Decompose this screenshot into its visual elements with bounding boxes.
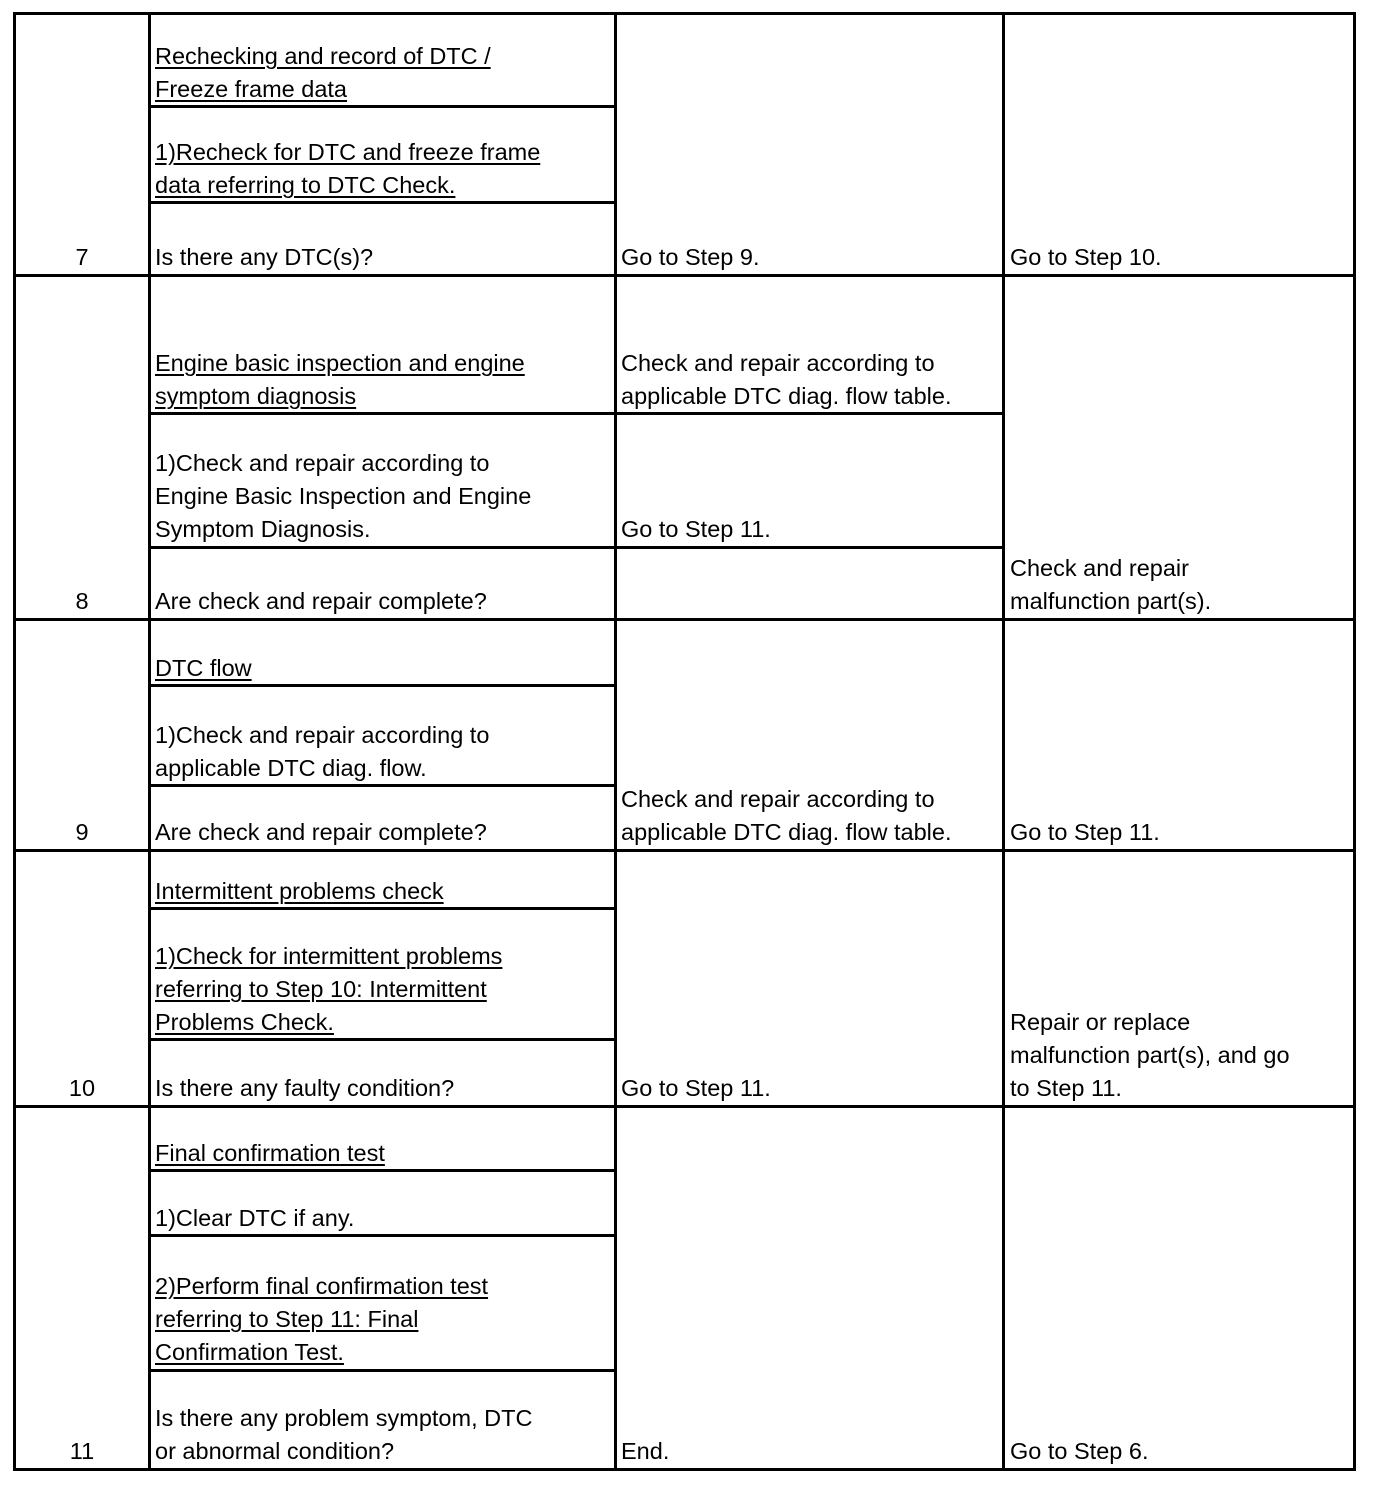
row-separator	[13, 849, 1356, 852]
yes-action: Go to Step 9.	[621, 244, 760, 270]
table-border-top	[13, 12, 1356, 15]
step-title: Freeze frame data	[155, 76, 348, 102]
yes-title-action: Check and repair according to	[621, 350, 935, 376]
yes-action: applicable DTC diag. flow table.	[621, 819, 952, 845]
instruction-text: 1)Recheck for DTC and freeze frame	[155, 139, 541, 165]
row-separator	[13, 1105, 1356, 1108]
question-text: Are check and repair complete?	[155, 588, 487, 614]
no-action: Go to Step 6.	[1010, 1438, 1149, 1464]
row-separator	[13, 618, 1356, 621]
no-action: Check and repair	[1010, 555, 1189, 581]
cell-separator	[148, 546, 1005, 549]
question-text: Is there any problem symptom, DTC	[155, 1405, 533, 1431]
no-action: to Step 11.	[1010, 1075, 1122, 1101]
instruction-text: 2)Perform final confirmation test	[155, 1273, 489, 1299]
no-action: Go to Step 10.	[1010, 244, 1162, 270]
step-number: 11	[69, 1438, 95, 1464]
cell-separator	[148, 1369, 617, 1372]
row-separator	[13, 274, 1356, 277]
yes-action: End.	[621, 1438, 670, 1464]
instruction-text: referring to Step 11: Final	[155, 1306, 419, 1332]
yes-action: Go to Step 11.	[621, 1075, 771, 1101]
table-border-bottom	[13, 1468, 1356, 1471]
no-action: Repair or replace	[1010, 1009, 1191, 1035]
yes-title-action: applicable DTC diag. flow table.	[621, 383, 952, 409]
no-action: Go to Step 11.	[1010, 819, 1160, 845]
step-title: Intermittent problems check	[155, 878, 444, 904]
step-title: Final confirmation test	[155, 1140, 385, 1166]
step-number: 8	[75, 588, 89, 614]
instruction-yes-action: Go to Step 11.	[621, 516, 771, 542]
question-text: Is there any DTC(s)?	[155, 244, 374, 270]
table-divider-action	[614, 12, 617, 1471]
step-number: 10	[68, 1075, 96, 1101]
table-border-right	[1353, 12, 1356, 1471]
instruction-text: Problems Check.	[155, 1009, 334, 1035]
step-title: symptom diagnosis	[155, 383, 357, 409]
instruction-text: 1)Check and repair according to	[155, 722, 490, 748]
instruction-text: Symptom Diagnosis.	[155, 516, 371, 542]
instruction-text: 1)Check and repair according to	[155, 450, 490, 476]
question-text: Are check and repair complete?	[155, 819, 487, 845]
instruction-text: Engine Basic Inspection and Engine	[155, 483, 532, 509]
table-divider-yes	[1002, 12, 1005, 1471]
question-text: Is there any faulty condition?	[155, 1075, 455, 1101]
instruction-text: Confirmation Test.	[155, 1339, 344, 1365]
no-action: malfunction part(s).	[1010, 588, 1212, 614]
table-border-left	[13, 12, 16, 1471]
instruction-text: applicable DTC diag. flow.	[155, 755, 427, 781]
instruction-text: 1)Clear DTC if any.	[155, 1205, 355, 1231]
step-title: Engine basic inspection and engine	[155, 350, 525, 376]
instruction-text: referring to Step 10: Intermittent	[155, 976, 487, 1002]
step-number: 9	[75, 819, 89, 845]
instruction-text: data referring to DTC Check.	[155, 172, 456, 198]
instruction-text: 1)Check for intermittent problems	[155, 943, 503, 969]
step-number: 7	[75, 244, 89, 270]
step-title: DTC flow	[155, 655, 252, 681]
question-text: or abnormal condition?	[155, 1438, 395, 1464]
table-divider-step	[148, 12, 151, 1471]
no-action: malfunction part(s), and go	[1010, 1042, 1290, 1068]
step-title: Rechecking and record of DTC /	[155, 43, 491, 69]
yes-action: Check and repair according to	[621, 786, 935, 812]
